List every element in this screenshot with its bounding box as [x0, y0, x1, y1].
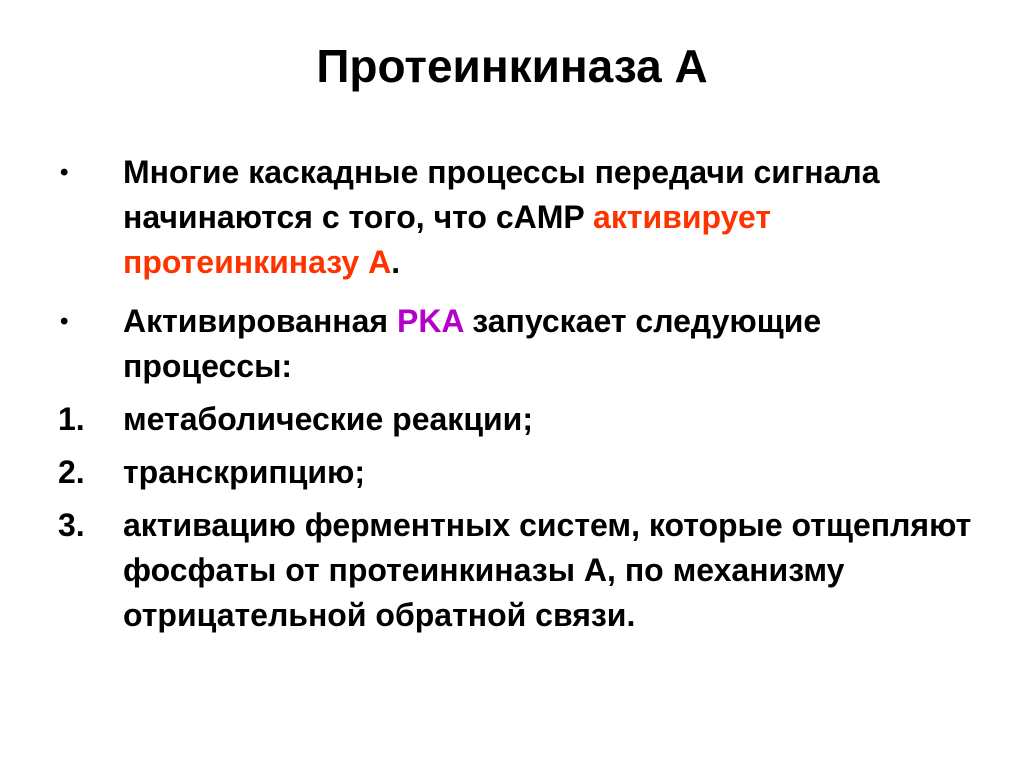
bullet-text-part: Активированная: [123, 303, 397, 339]
numbered-text: транскрипцию;: [123, 454, 366, 490]
slide-content: [0, 150, 1024, 638]
numbered-item-3: [0, 503, 1024, 638]
highlight-activates-pka: активирует протеинкиназу А: [123, 199, 772, 280]
bullet-text-part: Многие каскадные процессы передачи сигнала начинаются с того, что cAMP: [123, 154, 880, 235]
bullet-item-camp: [0, 150, 1024, 285]
bullet-text: [123, 299, 983, 389]
slide-title: Протеинкиназа А: [316, 40, 708, 92]
number-marker: 1.: [58, 401, 85, 437]
bullet-text-part: .: [391, 244, 401, 280]
number-marker: 3.: [58, 507, 85, 543]
bullet-marker: •: [60, 159, 69, 186]
number-marker: 2.: [58, 454, 85, 490]
bullet-item-pka: [0, 299, 1024, 389]
highlight-pka: PKA: [396, 303, 464, 339]
bullet-marker: •: [60, 308, 69, 335]
numbered-item-2: [0, 450, 1024, 495]
numbered-text: активацию ферментных систем, которые отщепляют фосфаты от протеинкиназы А, по механизму отрицательной обратной связи.: [123, 507, 972, 633]
numbered-text: метаболические реакции;: [123, 401, 533, 437]
numbered-item-1: [0, 397, 1024, 442]
bullet-text-part: запускает следующие процессы:: [123, 303, 822, 384]
bullet-text: [123, 150, 983, 285]
